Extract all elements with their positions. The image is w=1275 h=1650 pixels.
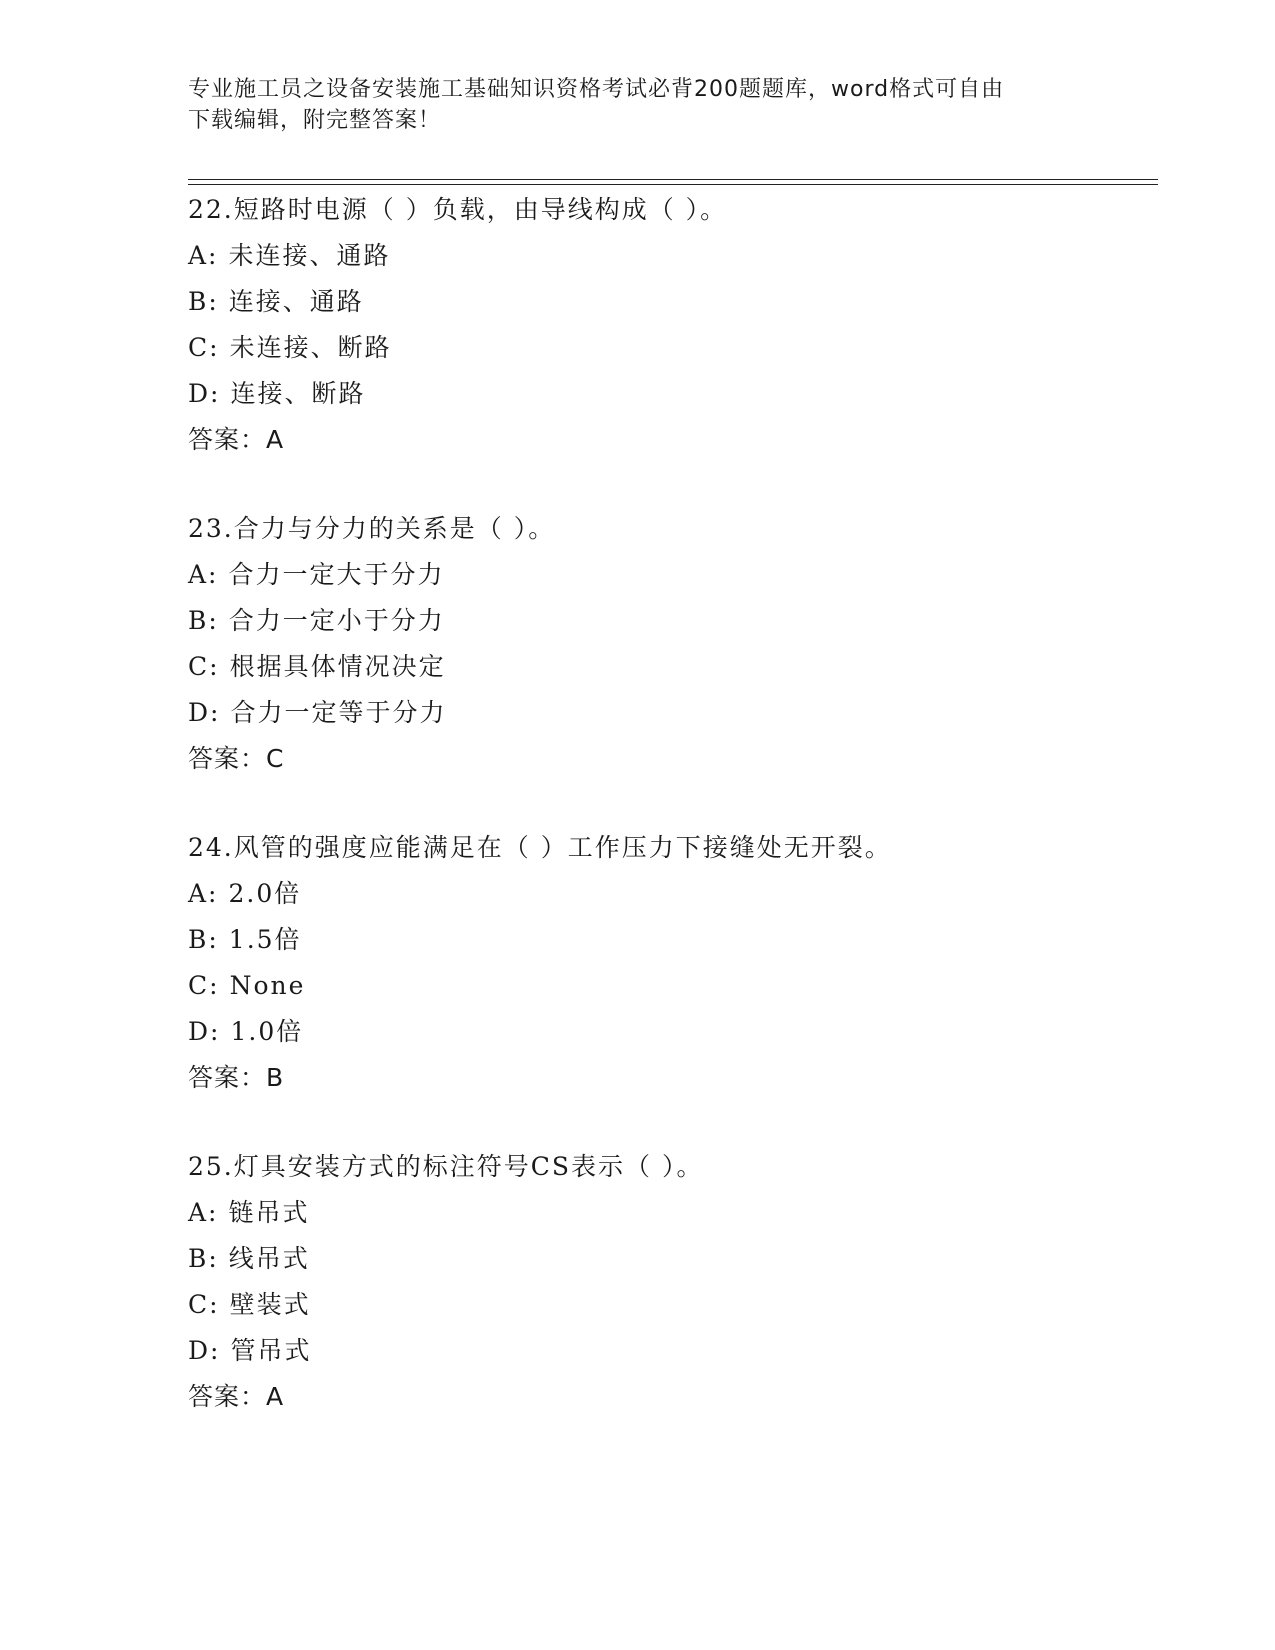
option-text: 合力一定大于分力: [228, 560, 445, 589]
option-key: A:: [188, 1198, 219, 1227]
question-22: [188, 187, 1158, 463]
option-d: [188, 1328, 1158, 1374]
header-line-2: 下载编辑，附完整答案！: [188, 108, 442, 133]
header-divider-top: [188, 179, 1158, 180]
question-stem: 24.风管的强度应能满足在（ ）工作压力下接缝处无开裂。: [188, 833, 892, 862]
option-text: 合力一定小于分力: [228, 606, 445, 635]
option-text: 连接、断路: [230, 379, 366, 408]
header-line-1: 专业施工员之设备安装施工基础知识资格考试必背200题题库，word格式可自由: [188, 77, 1005, 102]
option-key: D:: [188, 379, 221, 408]
option-d: [188, 1009, 1158, 1055]
option-b: [188, 1236, 1158, 1282]
option-a: [188, 552, 1158, 598]
question-23: [188, 506, 1158, 782]
answer-line: 答案：C: [188, 744, 285, 773]
question-stem: 25.灯具安装方式的标注符号CS表示（ ）。: [188, 1152, 704, 1181]
option-a: [188, 1190, 1158, 1236]
question-24: [188, 825, 1158, 1101]
option-b: [188, 279, 1158, 325]
option-key: C:: [188, 971, 220, 1000]
option-key: D:: [188, 1017, 221, 1046]
option-text: 未连接、断路: [229, 333, 392, 362]
question-stem: 23.合力与分力的关系是（ ）。: [188, 514, 556, 543]
option-text: 1.5倍: [228, 925, 302, 954]
option-key: C:: [188, 652, 220, 681]
question-stem: 22.短路时电源（ ）负载，由导线构成（ ）。: [188, 195, 728, 224]
option-a: [188, 871, 1158, 917]
option-text: None: [229, 971, 306, 1000]
option-c: [188, 1282, 1158, 1328]
option-key: A:: [188, 241, 219, 270]
option-key: C:: [188, 333, 220, 362]
question-25: [188, 1144, 1158, 1420]
option-key: A:: [188, 560, 219, 589]
option-text: 连接、通路: [228, 287, 364, 316]
option-a: [188, 233, 1158, 279]
option-key: C:: [188, 1290, 220, 1319]
header-divider-bottom: [188, 184, 1158, 185]
answer-line: 答案：A: [188, 1382, 285, 1411]
option-key: D:: [188, 698, 221, 727]
option-d: [188, 371, 1158, 417]
option-c: [188, 325, 1158, 371]
option-text: 1.0倍: [230, 1017, 304, 1046]
option-d: [188, 690, 1158, 736]
option-text: 根据具体情况决定: [229, 652, 446, 681]
answer-line: 答案：A: [188, 425, 285, 454]
answer-line: 答案：B: [188, 1063, 285, 1092]
document-header: [188, 74, 1068, 136]
option-b: [188, 917, 1158, 963]
option-key: B:: [188, 1244, 219, 1273]
option-key: B:: [188, 287, 219, 316]
option-key: A:: [188, 879, 219, 908]
option-key: D:: [188, 1336, 221, 1365]
option-text: 2.0倍: [228, 879, 302, 908]
option-text: 壁装式: [229, 1290, 311, 1319]
option-text: 管吊式: [230, 1336, 312, 1365]
option-b: [188, 598, 1158, 644]
option-c: [188, 644, 1158, 690]
option-text: 线吊式: [228, 1244, 310, 1273]
option-c: [188, 963, 1158, 1009]
option-text: 链吊式: [228, 1198, 310, 1227]
option-text: 合力一定等于分力: [230, 698, 447, 727]
option-text: 未连接、通路: [228, 241, 391, 270]
option-key: B:: [188, 925, 219, 954]
option-key: B:: [188, 606, 219, 635]
